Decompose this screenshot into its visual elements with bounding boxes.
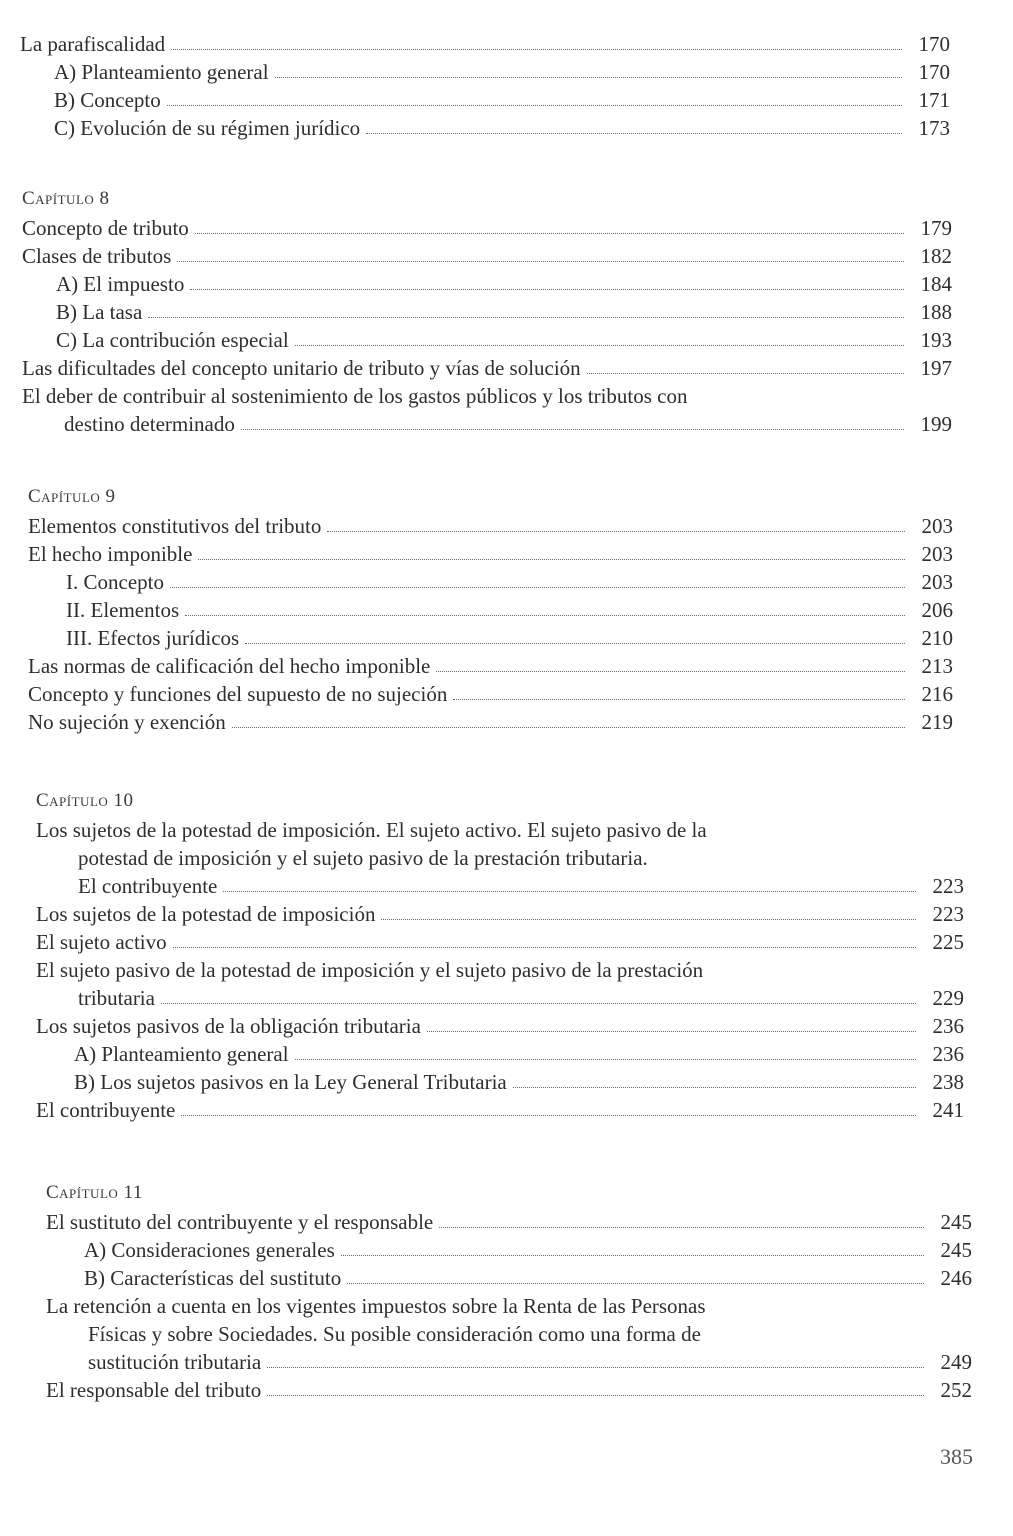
toc-entry-label: B) Concepto bbox=[54, 88, 161, 112]
toc-entry-label: A) Planteamiento general bbox=[54, 60, 269, 84]
toc-entry-page: 236 bbox=[932, 1042, 964, 1066]
chapter-heading: Capítulo 10 bbox=[36, 790, 134, 811]
leader-dots bbox=[181, 1115, 916, 1116]
leader-dots bbox=[232, 727, 905, 728]
leader-dots bbox=[245, 643, 905, 644]
toc-entry[interactable] bbox=[22, 298, 952, 326]
toc-entry-label: Los sujetos pasivos de la obligación tributaria bbox=[36, 1014, 421, 1038]
toc-entry-label: C) Evolución de su régimen jurídico bbox=[54, 116, 361, 140]
leader-dots bbox=[295, 1059, 916, 1060]
leader-dots bbox=[587, 373, 904, 374]
toc-entry-page: 245 bbox=[940, 1210, 972, 1234]
toc-entry-label: Concepto y funciones del supuesto de no sujeción bbox=[28, 682, 448, 706]
toc-entry-page: 229 bbox=[932, 986, 964, 1010]
leader-dots bbox=[436, 671, 905, 672]
toc-entry-multiline[interactable] bbox=[36, 956, 964, 1012]
toc-entry-page: 236 bbox=[932, 1014, 964, 1038]
toc-entry[interactable] bbox=[28, 568, 953, 596]
toc-entry[interactable] bbox=[46, 1208, 972, 1236]
toc-entry-label: B) La tasa bbox=[56, 300, 143, 324]
leader-dots bbox=[366, 133, 902, 134]
leader-dots bbox=[453, 699, 905, 700]
toc-entry[interactable] bbox=[36, 900, 964, 928]
toc-entry[interactable] bbox=[20, 58, 950, 86]
toc-entry-label: Clases de tributos bbox=[22, 244, 172, 268]
leader-dots bbox=[381, 919, 916, 920]
toc-entry-page: 197 bbox=[920, 356, 952, 380]
toc-entry-label-line: tributaria bbox=[78, 986, 155, 1010]
toc-entry-page: 223 bbox=[932, 902, 964, 926]
leader-dots bbox=[295, 345, 904, 346]
toc-section-chapter-9 bbox=[28, 486, 953, 736]
toc-entry[interactable] bbox=[36, 1068, 964, 1096]
toc-entry[interactable] bbox=[28, 624, 953, 652]
toc-entry-page: 170 bbox=[918, 32, 950, 56]
toc-entry-multiline[interactable] bbox=[46, 1292, 972, 1376]
toc-entry[interactable] bbox=[22, 326, 952, 354]
leader-dots bbox=[185, 615, 905, 616]
toc-section-chapter-8 bbox=[22, 188, 952, 438]
toc-entry-label: III. Efectos jurídicos bbox=[66, 626, 240, 650]
leader-dots bbox=[190, 289, 904, 290]
toc-entry-page: 179 bbox=[920, 216, 952, 240]
leader-dots bbox=[167, 105, 902, 106]
chapter-heading: Capítulo 9 bbox=[28, 486, 116, 507]
chapter-heading: Capítulo 8 bbox=[22, 188, 110, 209]
leader-dots bbox=[439, 1227, 924, 1228]
toc-entry-page: 245 bbox=[940, 1238, 972, 1262]
leader-dots bbox=[198, 559, 905, 560]
toc-entry-label-line: destino determinado bbox=[64, 412, 235, 436]
toc-entry[interactable] bbox=[28, 596, 953, 624]
toc-entry[interactable] bbox=[28, 708, 953, 736]
toc-entry-page: 252 bbox=[940, 1378, 972, 1402]
leader-dots bbox=[223, 891, 916, 892]
toc-entry-page: 188 bbox=[920, 300, 952, 324]
toc-entry-page: 173 bbox=[918, 116, 950, 140]
toc-entry[interactable] bbox=[28, 540, 953, 568]
toc-entry-label-line: El deber de contribuir al sostenimiento de los gastos públicos y los tributos con bbox=[22, 384, 688, 408]
toc-entry-label-line: sustitución tributaria bbox=[88, 1350, 262, 1374]
toc-section-chapter-11 bbox=[46, 1182, 972, 1404]
leader-dots bbox=[347, 1283, 924, 1284]
toc-entry-page: 213 bbox=[921, 654, 953, 678]
toc-entry[interactable] bbox=[36, 1040, 964, 1068]
toc-entry-page: 193 bbox=[920, 328, 952, 352]
toc-entry-page: 206 bbox=[921, 598, 953, 622]
toc-section-parafiscalidad bbox=[20, 30, 950, 142]
toc-entry-label: El responsable del tributo bbox=[46, 1378, 262, 1402]
toc-entry[interactable] bbox=[22, 242, 952, 270]
toc-entry[interactable] bbox=[36, 1012, 964, 1040]
toc-entry-label: A) Consideraciones generales bbox=[84, 1238, 335, 1262]
toc-entry-label: Las normas de calificación del hecho imponible bbox=[28, 654, 431, 678]
leader-dots bbox=[267, 1367, 924, 1368]
toc-entry-label-line: Físicas y sobre Sociedades. Su posible consideración como una forma de bbox=[88, 1322, 701, 1346]
page-number: 385 bbox=[940, 1444, 973, 1469]
toc-entry[interactable] bbox=[46, 1236, 972, 1264]
toc-entry-page: 223 bbox=[932, 874, 964, 898]
toc-entry-page: 225 bbox=[932, 930, 964, 954]
toc-entry[interactable] bbox=[20, 114, 950, 142]
toc-entry-page: 184 bbox=[920, 272, 952, 296]
toc-entry-page: 219 bbox=[921, 710, 953, 734]
toc-entry-label: El sujeto activo bbox=[36, 930, 167, 954]
toc-entry-label: Las dificultades del concepto unitario de tributo y vías de solución bbox=[22, 356, 581, 380]
toc-entry[interactable] bbox=[46, 1264, 972, 1292]
toc-entry-label-line: potestad de imposición y el sujeto pasivo de la prestación tributaria. bbox=[78, 846, 648, 870]
toc-entry-page: 210 bbox=[921, 626, 953, 650]
leader-dots bbox=[327, 531, 905, 532]
toc-entry-page: 199 bbox=[920, 412, 952, 436]
toc-entry-label: B) Características del sustituto bbox=[84, 1266, 342, 1290]
toc-entry-page: 249 bbox=[940, 1350, 972, 1374]
toc-entry[interactable] bbox=[36, 1096, 964, 1124]
toc-entry[interactable] bbox=[46, 1376, 972, 1404]
toc-entry-label: La parafiscalidad bbox=[20, 32, 166, 56]
toc-entry-page: 246 bbox=[940, 1266, 972, 1290]
toc-entry-label: B) Los sujetos pasivos en la Ley General Tributaria bbox=[74, 1070, 507, 1094]
toc-entry-label: El sustituto del contribuyente y el responsable bbox=[46, 1210, 434, 1234]
toc-entry-label: A) El impuesto bbox=[56, 272, 185, 296]
toc-entry-label: II. Elementos bbox=[66, 598, 180, 622]
toc-entry-page: 203 bbox=[921, 514, 953, 538]
toc-entry-label-line: Los sujetos de la potestad de imposición. El sujeto activo. El sujeto pasivo de la bbox=[36, 818, 707, 842]
toc-entry[interactable] bbox=[22, 270, 952, 298]
toc-entry-label: A) Planteamiento general bbox=[74, 1042, 289, 1066]
leader-dots bbox=[341, 1255, 924, 1256]
toc-entry[interactable] bbox=[22, 354, 952, 382]
toc-entry-page: 238 bbox=[932, 1070, 964, 1094]
toc-entry[interactable] bbox=[28, 680, 953, 708]
leader-dots bbox=[161, 1003, 916, 1004]
toc-entry-multiline[interactable] bbox=[36, 816, 964, 900]
toc-entry[interactable] bbox=[22, 214, 952, 242]
leader-dots bbox=[173, 947, 916, 948]
toc-entry-page: 171 bbox=[918, 88, 950, 112]
toc-entry-label: No sujeción y exención bbox=[28, 710, 226, 734]
toc-entry-multiline[interactable] bbox=[22, 382, 952, 438]
leader-dots bbox=[427, 1031, 916, 1032]
leader-dots bbox=[513, 1087, 916, 1088]
toc-entry-label-line: El sujeto pasivo de la potestad de imposición y el sujeto pasivo de la prestación bbox=[36, 958, 704, 982]
toc-entry[interactable] bbox=[20, 86, 950, 114]
toc-entry[interactable] bbox=[20, 30, 950, 58]
leader-dots bbox=[241, 429, 904, 430]
leader-dots bbox=[275, 77, 902, 78]
toc-entry-label: El contribuyente bbox=[36, 1098, 176, 1122]
toc-entry[interactable] bbox=[28, 512, 953, 540]
toc-entry-label: Elementos constitutivos del tributo bbox=[28, 514, 322, 538]
leader-dots bbox=[177, 261, 904, 262]
toc-entry-page: 203 bbox=[921, 542, 953, 566]
chapter-heading: Capítulo 11 bbox=[46, 1182, 143, 1203]
toc-entry[interactable] bbox=[36, 928, 964, 956]
toc-entry[interactable] bbox=[28, 652, 953, 680]
toc-entry-page: 216 bbox=[921, 682, 953, 706]
toc-entry-label: El hecho imponible bbox=[28, 542, 193, 566]
leader-dots bbox=[170, 587, 905, 588]
toc-entry-page: 182 bbox=[920, 244, 952, 268]
toc-entry-page: 241 bbox=[932, 1098, 964, 1122]
toc-entry-label: I. Concepto bbox=[66, 570, 164, 594]
toc-entry-label: Los sujetos de la potestad de imposición bbox=[36, 902, 376, 926]
toc-section-chapter-10 bbox=[36, 790, 964, 1124]
toc-entry-page: 170 bbox=[918, 60, 950, 84]
toc-entry-label: C) La contribución especial bbox=[56, 328, 289, 352]
toc-entry-page: 203 bbox=[921, 570, 953, 594]
leader-dots bbox=[171, 49, 902, 50]
leader-dots bbox=[195, 233, 904, 234]
leader-dots bbox=[148, 317, 904, 318]
toc-entry-label-line: El contribuyente bbox=[78, 874, 218, 898]
toc-entry-label: Concepto de tributo bbox=[22, 216, 189, 240]
toc-entry-label-line: La retención a cuenta en los vigentes impuestos sobre la Renta de las Personas bbox=[46, 1294, 706, 1318]
leader-dots bbox=[267, 1395, 924, 1396]
